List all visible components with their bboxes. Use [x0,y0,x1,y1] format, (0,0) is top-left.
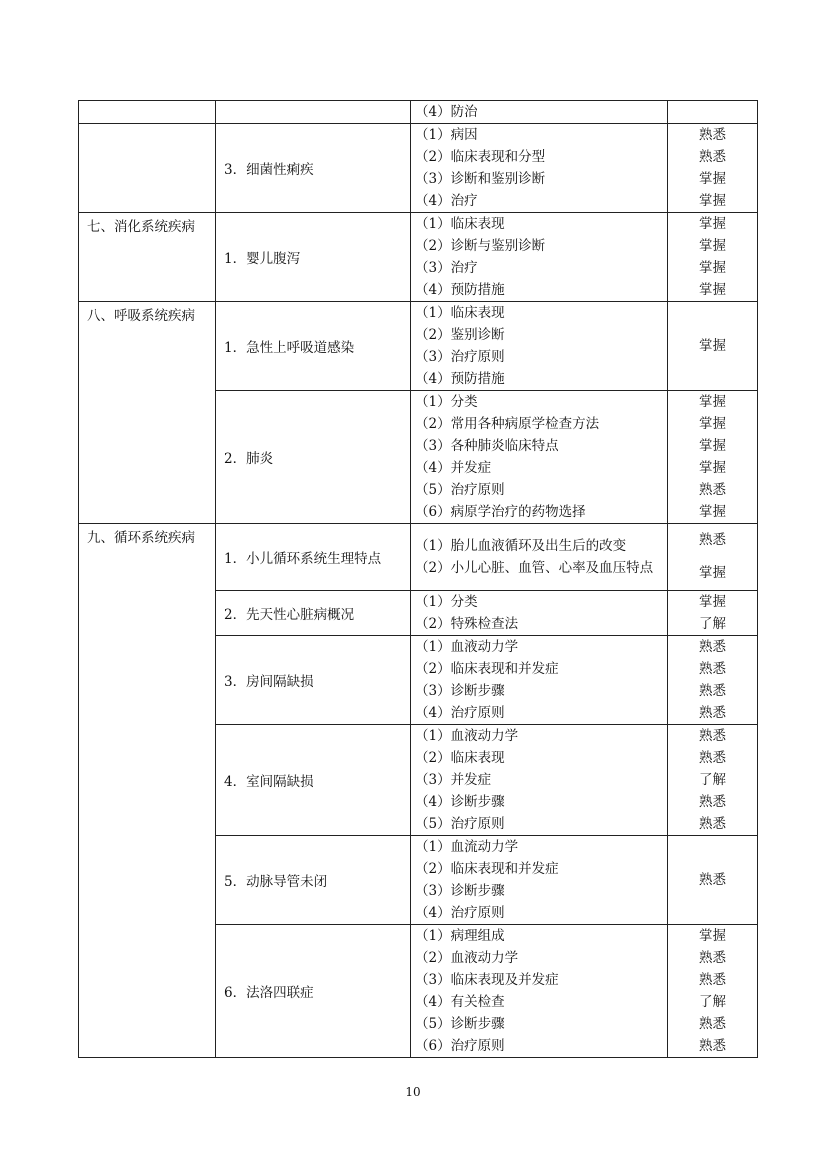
topic-cell: 1．急性上呼吸道感染 [216,302,411,391]
content-item: （6）治疗原则 [415,1038,505,1054]
requirement-level [668,101,757,123]
requirement-level: 掌握 [699,260,726,276]
content-cell [411,925,668,1058]
requirement-level: 熟悉 [699,661,726,677]
requirement-level: 了解 [699,616,726,632]
content-item: （4）有关检查 [415,994,505,1010]
content-cell [411,213,668,302]
content-cell [411,391,668,524]
content-item: （4）预防措施 [415,371,505,387]
requirement-level: 掌握 [699,416,726,432]
content-item: （1）血液动力学 [415,639,519,655]
topic-cell: 2．肺炎 [216,391,411,524]
requirement-level: 掌握 [699,171,726,187]
content-item: （3）并发症 [415,772,492,788]
content-item: （2）血液动力学 [415,950,519,966]
content-item: （3）诊断步骤 [415,683,505,699]
category-cell: 八、呼吸系统疾病 [79,302,216,524]
requirement-level: 熟悉 [699,1016,726,1032]
topic-cell: 4．室间隔缺损 [216,725,411,836]
requirement-level: 掌握 [699,282,726,298]
page-number: 10 [405,1085,421,1099]
requirement-level: 掌握 [699,928,726,944]
table-row [79,101,758,124]
table-row [79,213,758,302]
requirement-level: 熟悉 [699,127,726,143]
content-item: （1）病因 [415,127,478,143]
requirement-level: 掌握 [699,193,726,209]
category-cell [79,101,216,124]
requirement-cell [668,925,758,1058]
requirement-level: 掌握 [699,216,726,232]
requirement-cell [668,391,758,524]
requirement-cell [668,213,758,302]
content-item: （2）诊断与鉴别诊断 [415,238,546,254]
requirement-level: 熟悉 [699,816,726,832]
syllabus-table-body [79,101,758,1058]
requirement-level: 掌握 [699,394,726,410]
content-item: （1）血液动力学 [415,728,519,744]
requirement-level: 掌握 [699,338,726,354]
category-cell: 九、循环系统疾病 [79,524,216,1058]
content-item: （5）治疗原则 [415,482,505,498]
requirement-level: 熟悉 [699,639,726,655]
content-item: （1）分类 [415,594,478,610]
requirement-level: 掌握 [699,460,726,476]
topic-cell: 6．法洛四联症 [216,925,411,1058]
requirement-level: 了解 [699,994,726,1010]
content-item: （2）临床表现和分型 [415,149,546,165]
requirement-level: 熟悉 [699,1038,726,1054]
content-item: （2）临床表现 [415,750,505,766]
topic-cell: 2．先天性心脏病概况 [216,591,411,636]
requirement-level: 掌握 [699,238,726,254]
content-item: （1）分类 [415,394,478,410]
category-cell [79,124,216,213]
requirement-level: 熟悉 [699,750,726,766]
topic-cell: 3．细菌性痢疾 [216,124,411,213]
table-row [79,302,758,391]
requirement-level: 熟悉 [699,705,726,721]
content-item: （5）治疗原则 [415,816,505,832]
content-item: （5）诊断步骤 [415,1016,505,1032]
requirement-level: 熟悉 [699,872,726,888]
table-row [79,524,758,591]
content-cell [411,302,668,391]
content-cell [411,124,668,213]
topic-cell: 3．房间隔缺损 [216,636,411,725]
requirement-level: 掌握 [699,504,726,520]
category-cell: 七、消化系统疾病 [79,213,216,302]
requirement-level: 熟悉 [699,950,726,966]
syllabus-table [78,100,758,1058]
requirement-level: 熟悉 [699,794,726,810]
content-item: （4）诊断步骤 [415,794,505,810]
content-item: （3）各种肺炎临床特点 [415,438,559,454]
content-item: （1）血流动力学 [415,839,519,855]
requirement-cell [668,302,758,391]
content-item: （4）预防措施 [415,282,505,298]
table-row [79,124,758,213]
content-item: （3）诊断步骤 [415,883,505,899]
content-item: （4）治疗 [415,193,478,209]
content-cell [411,524,668,591]
requirement-cell [668,101,758,124]
topic-cell [216,101,411,124]
content-item: （1）临床表现 [415,216,505,232]
requirement-level: 熟悉 [699,728,726,744]
content-item: （1）病理组成 [415,928,505,944]
requirement-level: 熟悉 [699,149,726,165]
content-item: （1）胎儿血液循环及出生后的改变 [415,538,627,554]
content-item: （2）临床表现和并发症 [415,861,559,877]
requirement-level: 掌握 [699,438,726,454]
requirement-level: 熟悉 [699,972,726,988]
content-cell [411,101,668,124]
requirement-level: 熟悉 [699,482,726,498]
content-item: （6）病原学治疗的药物选择 [415,504,586,520]
content-cell [411,836,668,925]
content-item: （2）临床表现和并发症 [415,661,559,677]
content-item: （4）防治 [415,104,478,120]
content-item: （2）鉴别诊断 [415,327,505,343]
content-item: （4）并发症 [415,460,492,476]
topic-cell: 1．小儿循环系统生理特点 [216,524,411,591]
content-item: （3）治疗原则 [415,349,505,365]
content-cell [411,725,668,836]
content-cell [411,591,668,636]
requirement-cell [668,836,758,925]
topic-cell: 5．动脉导管未闭 [216,836,411,925]
requirement-cell [668,524,758,591]
requirement-level: 熟悉 [699,683,726,699]
topic-cell: 1．婴儿腹泻 [216,213,411,302]
requirement-level: 了解 [699,772,726,788]
content-item: （2）常用各种病原学检查方法 [415,416,600,432]
content-item: （3）临床表现及并发症 [415,972,559,988]
requirement-cell [668,725,758,836]
content-item: （1）临床表现 [415,305,505,321]
requirement-level: 熟悉 [699,532,726,548]
requirement-cell [668,591,758,636]
requirement-cell [668,636,758,725]
content-item: （3）治疗 [415,260,478,276]
requirement-level: 掌握 [699,565,726,581]
requirement-level: 掌握 [699,594,726,610]
content-item: （2）特殊检查法 [415,616,519,632]
requirement-cell [668,124,758,213]
content-item: （2）小儿心脏、血管、心率及血压特点 [415,560,654,576]
content-item: （4）治疗原则 [415,905,505,921]
content-item: （3）诊断和鉴别诊断 [415,171,546,187]
content-item: （4）治疗原则 [415,705,505,721]
content-cell [411,636,668,725]
